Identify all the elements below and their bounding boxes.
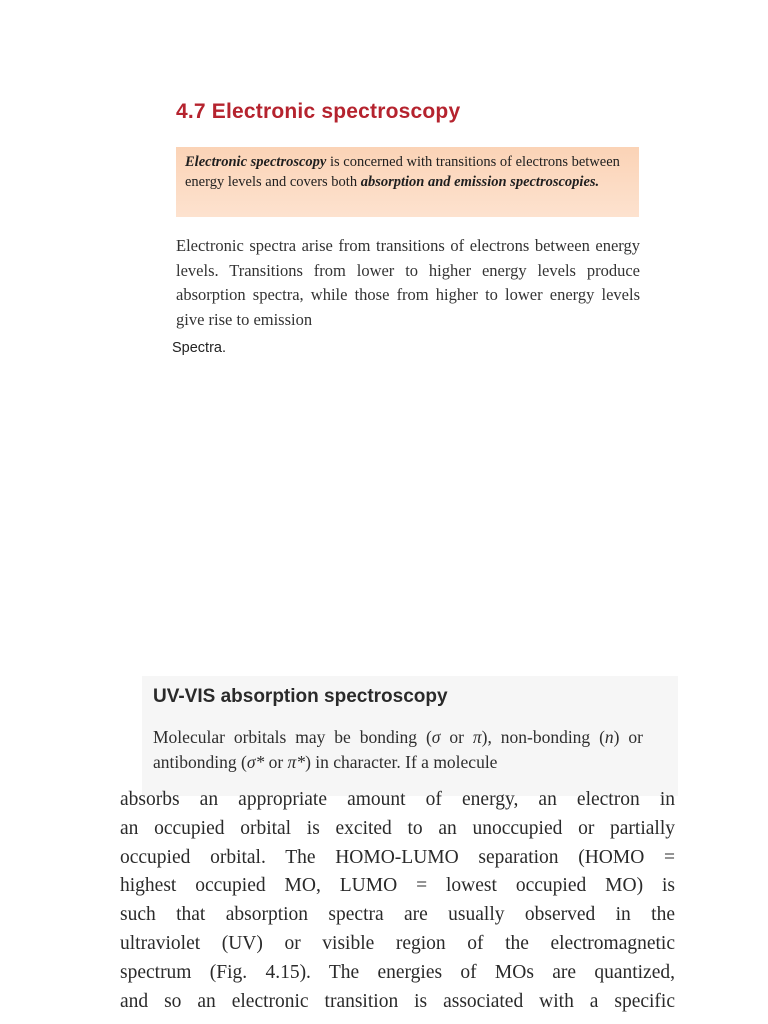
- pi-symbol: π: [472, 727, 482, 747]
- paragraph-line: and so an electronic transition is associated with a specific: [120, 990, 675, 1012]
- intro-paragraph-continuation: Spectra.: [172, 340, 226, 356]
- paragraph-line: an occupied orbital is excited to an unoccupied or partially: [120, 817, 675, 839]
- section-title: Electronic spectroscopy: [211, 100, 461, 123]
- sigma-star-symbol: σ*: [246, 752, 265, 772]
- paragraph-line: absorbs an appropriate amount of energy, an electron in: [120, 789, 675, 810]
- paragraph-line: highest occupied MO, LUMO = lowest occupied MO) is: [120, 875, 675, 897]
- uv-section-heading: UV-VIS absorption spectroscopy: [153, 686, 448, 707]
- uv-text: ) or antibonding (: [153, 727, 643, 772]
- uv-text: ) in character. If a molecule: [305, 752, 498, 772]
- uv-text: Molecular orbitals may be bonding (: [153, 727, 432, 747]
- section-number: 4.7: [176, 100, 206, 123]
- paragraph-line: such that absorption spectra are usually observed in the: [120, 904, 675, 926]
- paragraph-line: ultraviolet (UV) or visible region of the electromagnetic: [120, 932, 675, 954]
- uv-section-paragraph: [153, 725, 643, 775]
- uv-text: or: [440, 727, 473, 747]
- intro-paragraph: Electronic spectra arise from transitions of electrons between energy levels. Transitions from lower to higher energy levels produce absorption spectra, while those from higher to lower energy levels give rise to emission: [176, 236, 640, 329]
- definition-box: [176, 147, 639, 217]
- definition-term: Electronic spectroscopy: [185, 154, 327, 170]
- n-symbol: n: [604, 727, 614, 747]
- pi-star-symbol: π*: [287, 752, 306, 772]
- sigma-symbol: σ: [431, 727, 441, 747]
- definition-text: is concerned with transitions of electrons between energy levels and covers both: [185, 154, 620, 190]
- uv-text: ), non-bonding (: [481, 727, 605, 747]
- paragraph-line: spectrum (Fig. 4.15). The energies of MOs are quantized,: [120, 961, 675, 983]
- definition-emphasis: absorption and emission spectroscopies.: [360, 174, 600, 190]
- uv-text: or: [264, 752, 288, 772]
- section-heading: [176, 100, 460, 124]
- paragraph-line: occupied orbital. The HOMO-LUMO separation (HOMO =: [120, 846, 675, 868]
- absorption-paragraph: [120, 786, 675, 1016]
